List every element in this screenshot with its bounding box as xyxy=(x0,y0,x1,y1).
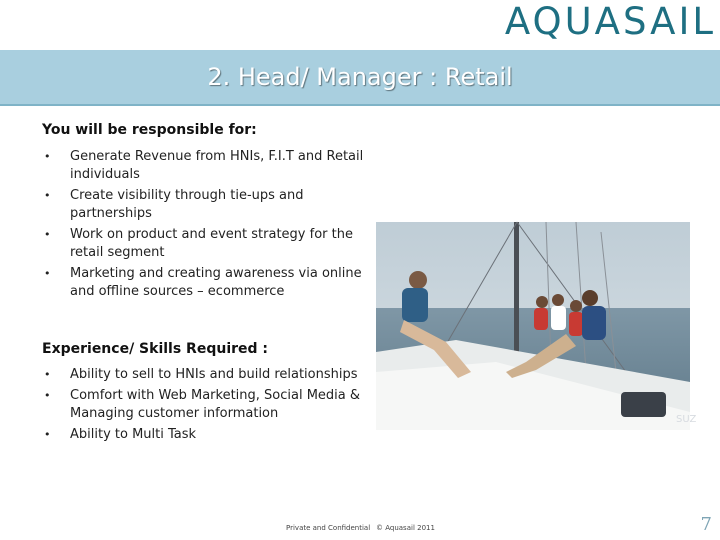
list-item xyxy=(42,366,374,384)
slide-title: 2. Head/ Manager : Retail xyxy=(207,63,513,91)
list-item-text: Marketing and creating awareness via online and offline sources – ecommerce xyxy=(70,266,362,299)
list-item xyxy=(42,187,372,223)
list-item-text: Ability to sell to HNIs and build relationships xyxy=(70,367,358,382)
list-item-text: Work on product and event strategy for the retail segment xyxy=(70,227,353,260)
brand-logo: AQUASAIL xyxy=(504,0,716,43)
list-item-text: Ability to Multi Task xyxy=(70,427,197,442)
list-item-text: Comfort with Web Marketing, Social Media & Managing customer information xyxy=(70,388,361,421)
footer-copyright: © Aquasail 2011 xyxy=(376,524,435,532)
bullet-icon: • xyxy=(44,228,51,241)
sailing-crew-photo xyxy=(376,222,697,430)
bullet-icon: • xyxy=(44,150,51,163)
responsibilities-heading: You will be responsible for: xyxy=(42,122,257,138)
title-banner xyxy=(0,50,720,104)
list-item-text: Create visibility through tie-ups and partnerships xyxy=(70,188,304,221)
bullet-icon: • xyxy=(44,389,51,402)
list-item xyxy=(42,426,374,444)
list-item xyxy=(42,265,372,301)
list-item-text: Generate Revenue from HNIs, F.I.T and Retail individuals xyxy=(70,149,364,182)
skills-list xyxy=(42,366,374,447)
title-underline xyxy=(0,104,720,106)
page-number: 7 xyxy=(700,514,712,535)
bullet-icon: • xyxy=(44,267,51,280)
list-item xyxy=(42,226,372,262)
bullet-icon: • xyxy=(44,189,51,202)
svg-text:SUZ: SUZ xyxy=(676,414,697,425)
list-item xyxy=(42,148,372,184)
bullet-icon: • xyxy=(44,428,51,441)
bullet-icon: • xyxy=(44,368,51,381)
responsibilities-list xyxy=(42,148,372,304)
list-item xyxy=(42,387,374,423)
footer-confidential: Private and Confidential xyxy=(286,524,371,532)
skills-heading: Experience/ Skills Required : xyxy=(42,341,269,357)
